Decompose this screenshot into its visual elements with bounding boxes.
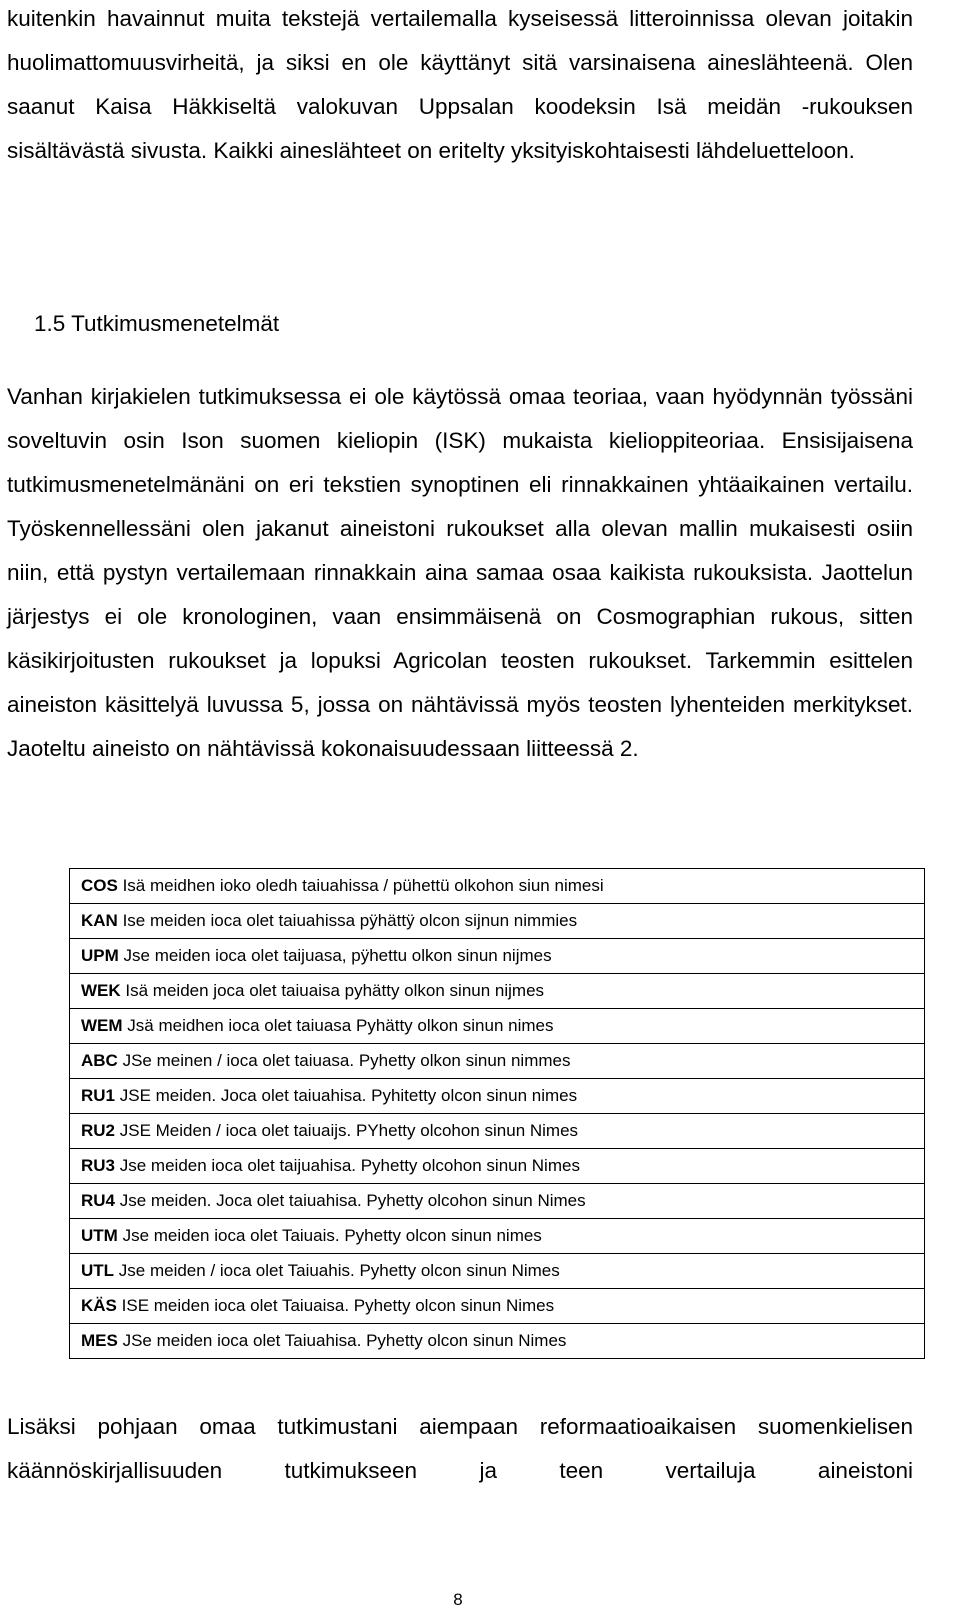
body-paragraph-intro: kuitenkin havainnut muita tekstejä vertailemalla kyseisessä litteroinnissa olevan joitakin huolimattomuusvirheitä, ja siksi en ole käyttänyt sitä varsinaisena aineslähteenä. Olen saanut Kaisa Häkkiseltä valokuvan Uppsalan koodeksin Isä meidän -rukouksen sisältävästä sivusta. Kaikki aineslähteet on eritelty yksityiskohtaisesti lähdeluetteloon. xyxy=(7,6,913,163)
table-cell xyxy=(70,1149,925,1184)
table-cell xyxy=(70,869,925,904)
source-abbreviation: WEM xyxy=(81,1016,123,1035)
source-abbreviation: RU1 xyxy=(81,1086,116,1105)
table-row xyxy=(70,1044,925,1079)
table-row xyxy=(70,1149,925,1184)
table-row xyxy=(70,1114,925,1149)
prayer-text: Jse meiden. Joca olet taiuahisa. Pyhetty olcohon sinun Nimes xyxy=(119,1191,586,1210)
prayer-text: Jse meiden ioca olet Taiuais. Pyhetty olcon sinun nimes xyxy=(122,1226,542,1245)
table-cell xyxy=(70,974,925,1009)
table-row xyxy=(70,1219,925,1254)
table-row xyxy=(70,1289,925,1324)
table-row xyxy=(70,939,925,974)
prayer-text: Jse meiden ioca olet taijuahisa. Pyhetty olcohon sinun Nimes xyxy=(119,1156,580,1175)
table-row xyxy=(70,1184,925,1219)
table-cell xyxy=(70,1079,925,1114)
table-row xyxy=(70,869,925,904)
source-abbreviation: KAN xyxy=(81,911,118,930)
prayer-text: Jsä meidhen ioca olet taiuasa Pyhätty olkon sinun nimes xyxy=(127,1016,554,1035)
prayer-text: Isä meiden joca olet taiuaisa pyhätty olkon sinun nijmes xyxy=(125,981,545,1000)
prayer-text: JSe meiden ioca olet Taiuahisa. Pyhetty olcon sinun Nimes xyxy=(122,1331,567,1350)
source-abbreviation: UTM xyxy=(81,1226,118,1245)
prayer-text: Jse meiden ioca olet taijuasa, pÿhettu olkon sinun nijmes xyxy=(123,946,552,965)
prayer-text: ISE meiden ioca olet Taiuaisa. Pyhetty olcon sinun Nimes xyxy=(121,1296,555,1315)
prayer-text: JSE Meiden / ioca olet taiuaijs. PYhetty olcohon sinun Nimes xyxy=(119,1121,579,1140)
prayer-text: JSE meiden. Joca olet taiuahisa. Pyhitetty olcon sinun nimes xyxy=(119,1086,578,1105)
source-abbreviation: RU3 xyxy=(81,1156,116,1175)
table-cell xyxy=(70,1289,925,1324)
table-row xyxy=(70,1254,925,1289)
source-abbreviation: WEK xyxy=(81,981,121,1000)
source-abbreviation: COS xyxy=(81,876,118,895)
table-row xyxy=(70,974,925,1009)
table-row xyxy=(70,1324,925,1359)
table-row xyxy=(70,1009,925,1044)
page-number: 8 xyxy=(453,1590,463,1609)
prayer-text: JSe meinen / ioca olet taiuasa. Pyhetty olkon sinun nimmes xyxy=(122,1051,571,1070)
source-abbreviation: KÄS xyxy=(81,1296,117,1315)
source-abbreviation: RU2 xyxy=(81,1121,116,1140)
table-cell xyxy=(70,1044,925,1079)
table-cell xyxy=(70,1009,925,1044)
table-cell xyxy=(70,1324,925,1359)
prayer-text: Jse meiden / ioca olet Taiuahis. Pyhetty olcon sinun Nimes xyxy=(118,1261,560,1280)
source-abbreviation: RU4 xyxy=(81,1191,116,1210)
table-row xyxy=(70,904,925,939)
body-paragraph-continuation: Lisäksi pohjaan omaa tutkimustani aiempaan reformaatioaikaisen suomenkielisen käännöskirjallisuuden tutkimukseen ja teen vertailuja aineistoni xyxy=(7,1414,913,1483)
table-row xyxy=(70,1079,925,1114)
prayer-text: Isä meidhen ioko oledh taiuahissa / pühettü olkohon siun nimesi xyxy=(122,876,604,895)
source-abbreviation: ABC xyxy=(81,1051,118,1070)
table-cell xyxy=(70,1219,925,1254)
source-abbreviation: MES xyxy=(81,1331,118,1350)
table-cell xyxy=(70,1254,925,1289)
section-heading: 1.5 Tutkimusmenetelmät xyxy=(34,311,280,336)
table-cell xyxy=(70,1184,925,1219)
table-cell xyxy=(70,904,925,939)
source-abbreviation: UPM xyxy=(81,946,119,965)
table-cell xyxy=(70,939,925,974)
body-paragraph-methods: Vanhan kirjakielen tutkimuksessa ei ole käytössä omaa teoriaa, vaan hyödynnän työssäni soveltuvin osin Ison suomen kieliopin (ISK) mukaista kielioppiteoriaa. Ensisijaisena tutkimusmenetelmänäni on eri tekstien synoptinen eli rinnakkainen yhtäaikainen vertailu. Työskennellessäni olen jakanut aineistoni rukoukset alla olevan mallin mukaisesti osiin niin, että pystyn vertailemaan rinnakkain aina samaa osaa kaikista rukouksista. Jaottelun järjestys ei ole kronologinen, vaan ensimmäisenä on Cosmographian rukous, sitten käsikirjoitusten rukoukset ja lopuksi Agricolan teosten rukoukset. Tarkemmin esittelen aineiston käsittelyä luvussa 5, jossa on nähtävissä myös teosten lyhenteiden merkitykset. Jaoteltu aineisto on nähtävissä kokonaisuudessaan liitteessä 2. xyxy=(7,384,913,761)
prayer-variants-table-body xyxy=(70,869,925,1359)
prayer-variants-table xyxy=(69,868,925,1359)
source-abbreviation: UTL xyxy=(81,1261,115,1280)
table-cell xyxy=(70,1114,925,1149)
prayer-text: Ise meiden ioca olet taiuahissa pÿhättÿ olcon sijnun nimmies xyxy=(122,911,578,930)
